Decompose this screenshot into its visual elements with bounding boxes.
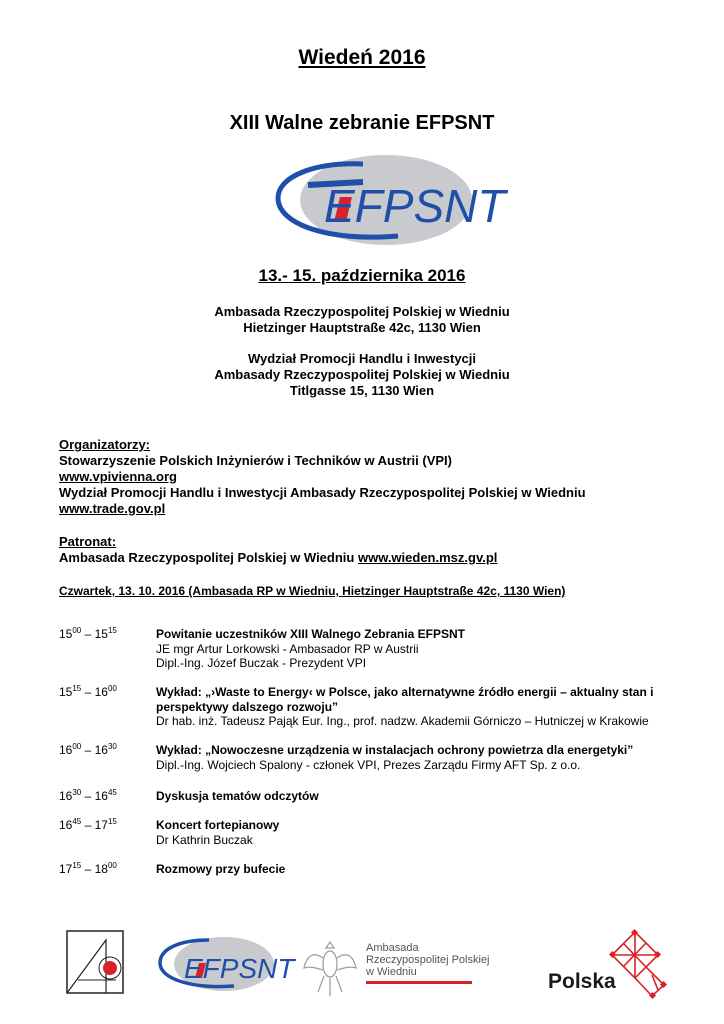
- time-range: $16^{45} - 17^{15}$: [59, 817, 117, 832]
- day-heading: [59, 584, 565, 598]
- vpi-logo: [66, 930, 124, 994]
- organizers-label: Organizatorzy:: [59, 437, 151, 452]
- eagle-emblem-icon: [302, 936, 358, 1000]
- efpsnt-logo: [268, 152, 506, 250]
- session-speaker: Dipl.-Ing. Wojciech Spalony - członek VPI, Prezes Zarządu Firmy AFT Sp. z o.o.: [156, 757, 581, 772]
- patronage-link[interactable]: www.wieden.msz.gv.pl: [357, 550, 498, 565]
- polska-wordmark: Polska: [548, 970, 616, 993]
- venue-line: Ambasada Rzeczypospolitej Polskiej w Wiedniu: [214, 304, 510, 319]
- patronage-text: Ambasada Rzeczypospolitej Polskiej w Wiedniu: [59, 550, 355, 565]
- organizer-name: Stowarzyszenie Polskich Inżynierów i Techników w Austrii (VPI): [59, 453, 452, 468]
- organizer-link[interactable]: www.trade.gov.pl: [59, 501, 166, 516]
- organizer-link[interactable]: www.vpivienna.org: [59, 469, 177, 484]
- efpsnt-footer-logo: [154, 934, 295, 994]
- venue-block-1: [0, 304, 724, 336]
- time-range: $15^{00} - 15^{15}$: [59, 626, 117, 641]
- session-title: Koncert fortepianowy: [156, 818, 280, 832]
- embassy-line: Rzeczypospolitej Polskiej: [366, 954, 490, 966]
- session-title: Dyskusja tematów odczytów: [156, 789, 319, 803]
- session-speaker: Dr hab. inż. Tadeusz Pająk Eur. Ing., prof. nadzw. Akademii Górniczo – Hutniczej w Krakowie: [156, 714, 649, 728]
- organizer-name: Wydział Promocji Handlu i Inwestycji Ambasady Rzeczypospolitej Polskiej w Wiedniu: [59, 485, 586, 500]
- day-heading-text: Czwartek, 13. 10. 2016 (Ambasada RP w Wiedniu, Hietzinger Hauptstraße 42c, 1130 Wien): [59, 584, 566, 598]
- session-speaker: Dr Kathrin Buczak: [156, 832, 253, 847]
- embassy-logo-text: [366, 942, 490, 984]
- schedule-item: [59, 627, 679, 671]
- time-range: $16^{00} - 16^{30}$: [59, 742, 117, 757]
- venue-block-2: [0, 351, 724, 399]
- venue-line: Hietzinger Hauptstraße 42c, 1130 Wien: [243, 320, 481, 335]
- time-range: $15^{15} - 16^{00}$: [59, 684, 117, 699]
- venue-line: Ambasady Rzeczypospolitej Polskiej w Wiedniu: [214, 367, 510, 382]
- session-speaker: Dipl.-Ing. Józef Buczak - Prezydent VPI: [156, 656, 367, 670]
- embassy-line: w Wiedniu: [366, 966, 417, 978]
- session-speaker: JE mgr Artur Lorkowski - Ambasador RP w Austrii: [156, 641, 419, 656]
- page-title: Wiedeń 2016: [298, 46, 426, 69]
- venue-line: Wydział Promocji Handlu i Inwestycji: [247, 351, 477, 366]
- event-dates: 13.- 15. października 2016: [258, 266, 466, 285]
- patronage-label: Patronat:: [59, 534, 117, 549]
- schedule-item: [59, 743, 679, 772]
- vpi-frame: [67, 931, 123, 993]
- schedule-item: [59, 818, 679, 847]
- vpi-lines: [67, 940, 106, 993]
- time-range: $16^{30} - 16^{45}$: [59, 788, 117, 803]
- schedule-item: [59, 862, 679, 877]
- patronage-section: [59, 534, 497, 566]
- logo-text: EFPSNT: [324, 180, 506, 232]
- session-title: Wykład: „›Waste to Energy‹ w Polsce, jako alternatywne źródło energii – aktualny stan i perspektywy dalszego rozwoju”: [156, 685, 654, 714]
- logo-text: EFPSNT: [184, 953, 295, 984]
- venue-line: Titlgasse 15, 1130 Wien: [289, 383, 435, 398]
- time-range: $17^{15} - 18^{00}$: [59, 861, 117, 876]
- embassy-line: Ambasada: [366, 942, 419, 954]
- vpi-red-dot: [103, 961, 117, 975]
- schedule-item: [59, 789, 679, 804]
- red-rule: [366, 981, 472, 984]
- meeting-title: XIII Walne zebranie EFPSNT: [229, 112, 495, 134]
- session-title: Wykład: „Nowoczesne urządzenia w instalacjach ochrony powietrza dla energetyki”: [156, 743, 634, 757]
- session-title: Rozmowy przy bufecie: [156, 862, 286, 876]
- schedule-item: [59, 685, 679, 729]
- organizers-section: [59, 437, 586, 517]
- session-title: Powitanie uczestników XIII Walnego Zebrania EFPSNT: [156, 627, 465, 641]
